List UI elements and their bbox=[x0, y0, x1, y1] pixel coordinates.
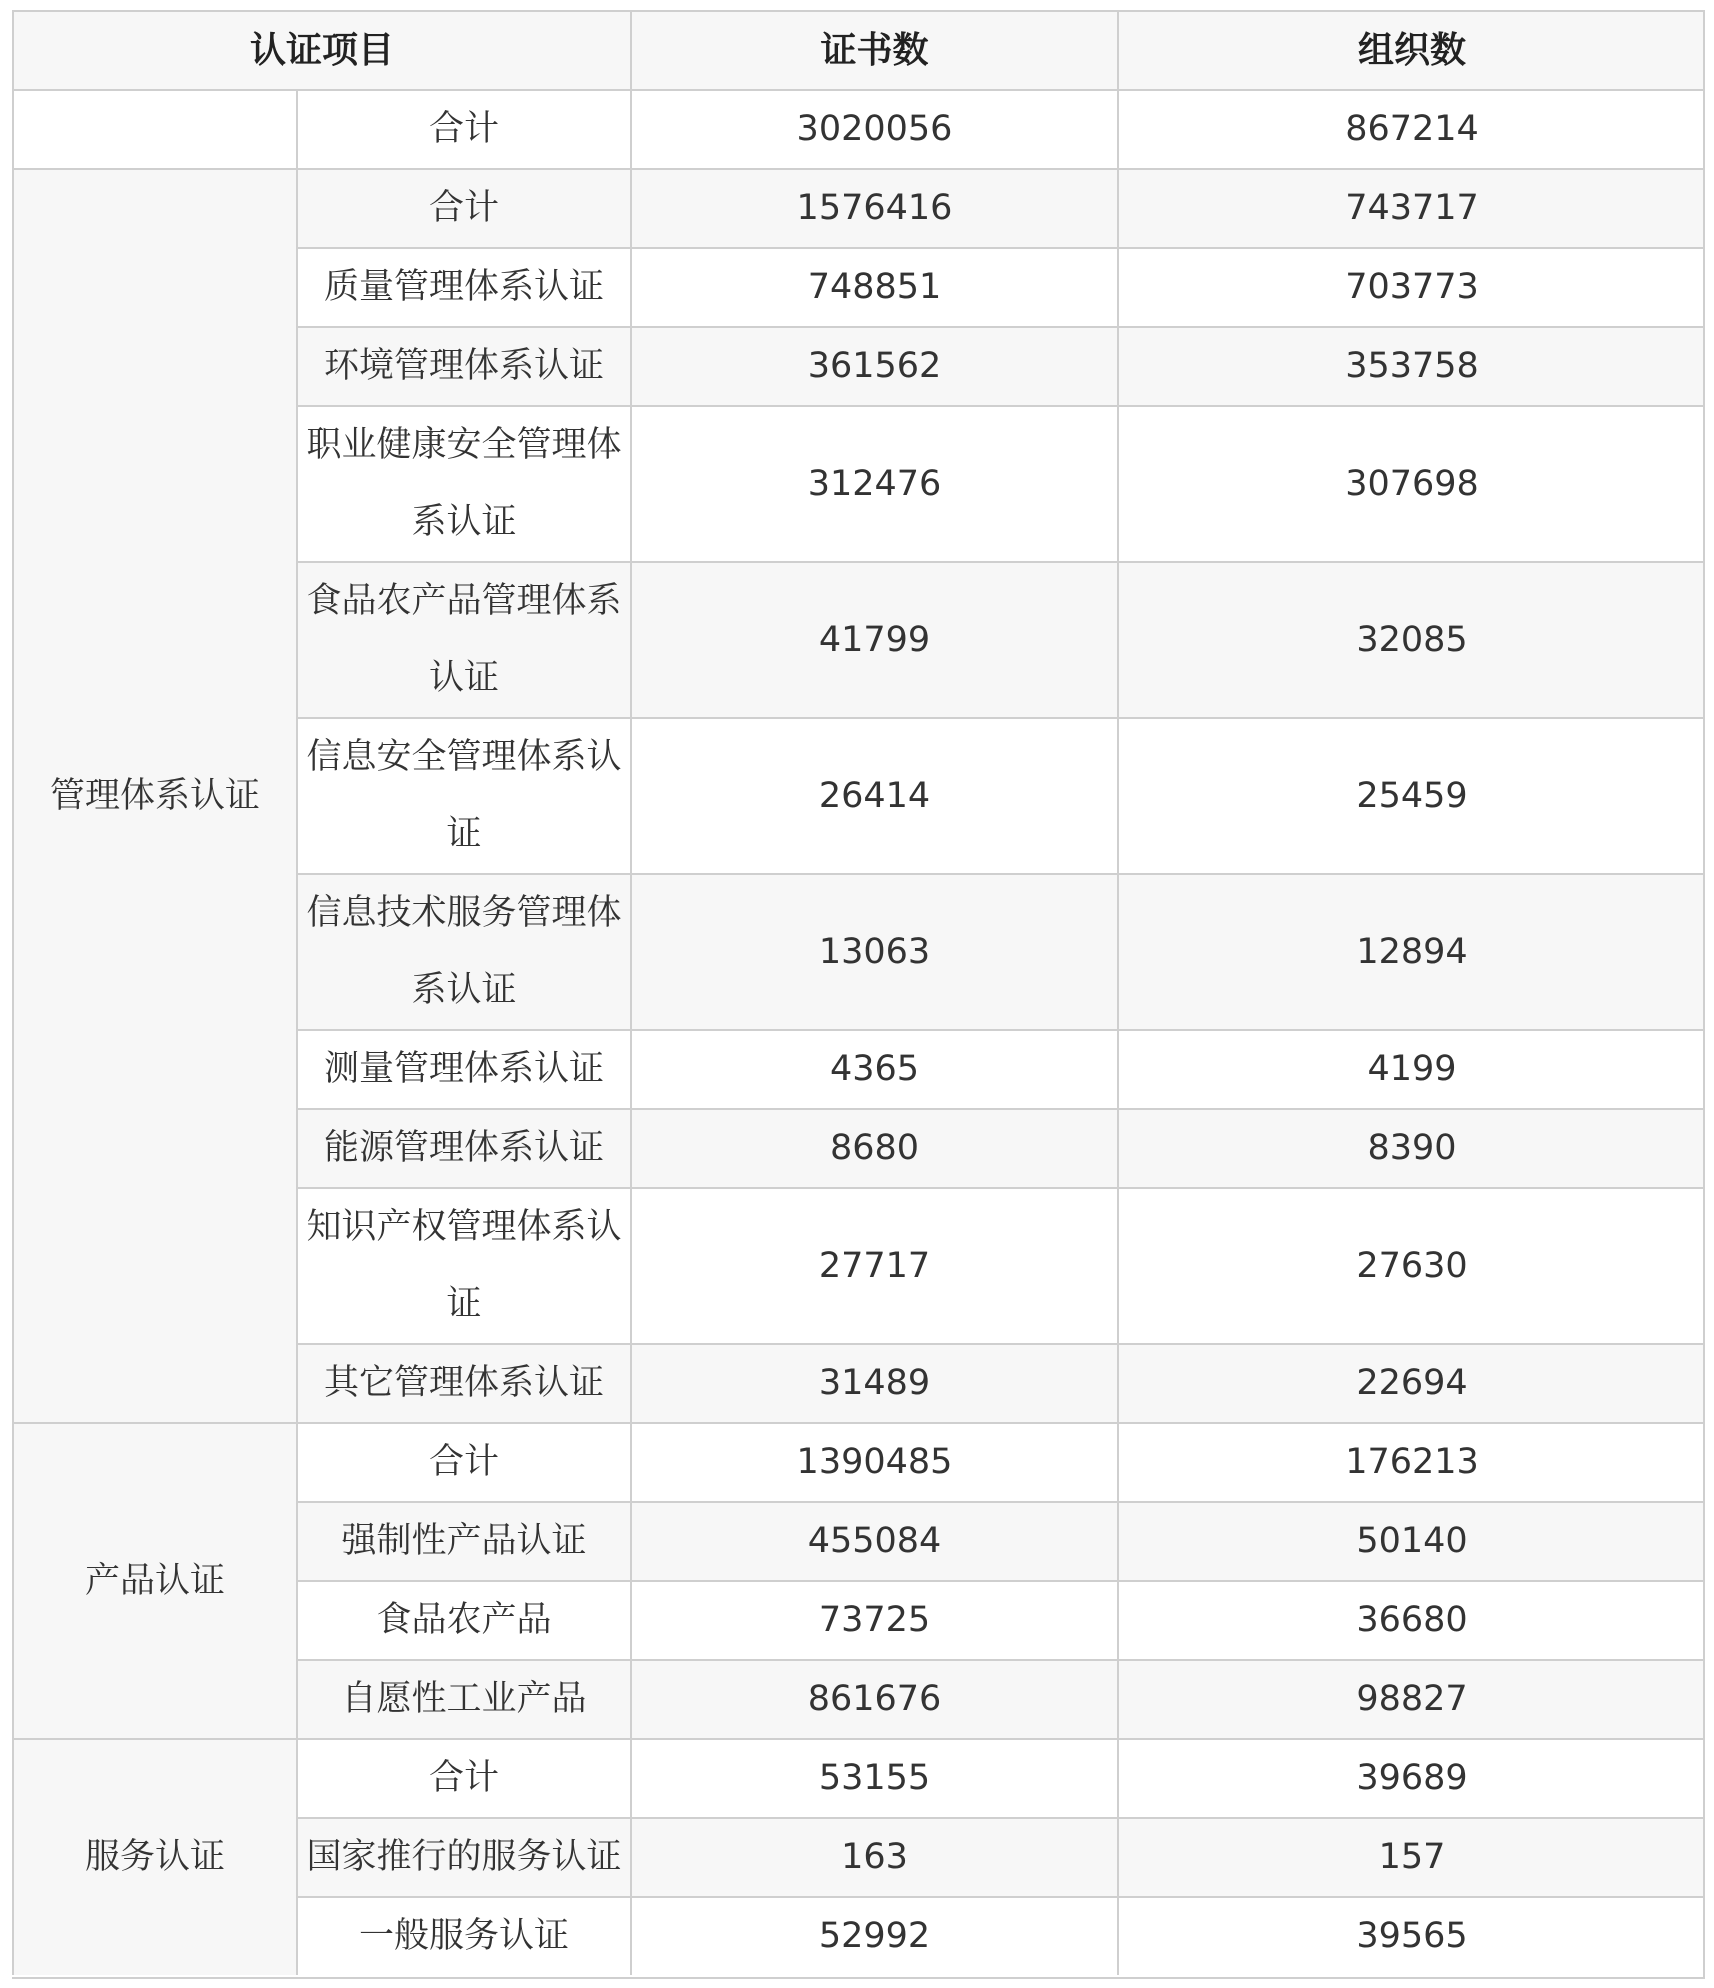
header-certs: 证书数 bbox=[630, 10, 1117, 89]
row-label: 信息技术服务管理体系认证 bbox=[296, 873, 630, 1029]
row-label: 其它管理体系认证 bbox=[296, 1343, 630, 1422]
group-name: 产品认证 bbox=[12, 1422, 296, 1738]
cell-orgs: 98827 bbox=[1117, 1659, 1705, 1738]
cell-orgs: 50140 bbox=[1117, 1501, 1705, 1580]
row-label: 职业健康安全管理体系认证 bbox=[296, 405, 630, 561]
cell-orgs: 36680 bbox=[1117, 1580, 1705, 1659]
cell-certs: 4365 bbox=[630, 1029, 1117, 1108]
cell-certs: 31489 bbox=[630, 1343, 1117, 1422]
row-label: 一般服务认证 bbox=[296, 1896, 630, 1975]
row-label: 测量管理体系认证 bbox=[296, 1029, 630, 1108]
cell-orgs: 8390 bbox=[1117, 1108, 1705, 1187]
cell-orgs: 867214 bbox=[1117, 89, 1705, 168]
header-item: 认证项目 bbox=[12, 10, 630, 89]
row-label: 食品农产品 bbox=[296, 1580, 630, 1659]
row-label: 质量管理体系认证 bbox=[296, 247, 630, 326]
cell-orgs: 743717 bbox=[1117, 168, 1705, 247]
row-label: 合计 bbox=[296, 1422, 630, 1501]
cell-orgs: 4199 bbox=[1117, 1029, 1705, 1108]
cell-orgs: 39565 bbox=[1117, 1896, 1705, 1975]
group-name: 管理体系认证 bbox=[12, 168, 296, 1422]
row-label: 信息安全管理体系认证 bbox=[296, 717, 630, 873]
cell-certs: 8680 bbox=[630, 1108, 1117, 1187]
cell-orgs: 12894 bbox=[1117, 873, 1705, 1029]
cell-certs: 73725 bbox=[630, 1580, 1117, 1659]
cell-certs: 27717 bbox=[630, 1187, 1117, 1343]
cell-certs: 13063 bbox=[630, 873, 1117, 1029]
row-label: 合计 bbox=[296, 168, 630, 247]
row-label: 自愿性工业产品 bbox=[296, 1659, 630, 1738]
row-label: 食品农产品管理体系认证 bbox=[296, 561, 630, 717]
cell-certs: 1390485 bbox=[630, 1422, 1117, 1501]
table-border-right bbox=[1703, 10, 1705, 1979]
cell-orgs: 27630 bbox=[1117, 1187, 1705, 1343]
cell-orgs: 157 bbox=[1117, 1817, 1705, 1896]
cell-orgs: 22694 bbox=[1117, 1343, 1705, 1422]
cell-orgs: 32085 bbox=[1117, 561, 1705, 717]
cell-orgs: 703773 bbox=[1117, 247, 1705, 326]
cell-orgs: 25459 bbox=[1117, 717, 1705, 873]
cell-orgs: 307698 bbox=[1117, 405, 1705, 561]
row-label: 强制性产品认证 bbox=[296, 1501, 630, 1580]
row-label: 知识产权管理体系认证 bbox=[296, 1187, 630, 1343]
cell-certs: 312476 bbox=[630, 405, 1117, 561]
row-label: 环境管理体系认证 bbox=[296, 326, 630, 405]
table-border-bottom bbox=[12, 1977, 1705, 1979]
row-label: 国家推行的服务认证 bbox=[296, 1817, 630, 1896]
cell-orgs: 353758 bbox=[1117, 326, 1705, 405]
cell-certs: 361562 bbox=[630, 326, 1117, 405]
cell-certs: 455084 bbox=[630, 1501, 1117, 1580]
header-orgs: 组织数 bbox=[1117, 10, 1705, 89]
cell-certs: 748851 bbox=[630, 247, 1117, 326]
group-name: 服务认证 bbox=[12, 1738, 296, 1975]
cell-orgs: 176213 bbox=[1117, 1422, 1705, 1501]
cell-certs: 53155 bbox=[630, 1738, 1117, 1817]
cell-certs: 26414 bbox=[630, 717, 1117, 873]
cell-orgs: 39689 bbox=[1117, 1738, 1705, 1817]
cell-certs: 41799 bbox=[630, 561, 1117, 717]
cell-certs: 3020056 bbox=[630, 89, 1117, 168]
group-cell-empty bbox=[12, 89, 296, 168]
cell-certs: 861676 bbox=[630, 1659, 1117, 1738]
cell-certs: 52992 bbox=[630, 1896, 1117, 1975]
cell-certs: 1576416 bbox=[630, 168, 1117, 247]
row-label: 能源管理体系认证 bbox=[296, 1108, 630, 1187]
row-label: 合计 bbox=[296, 1738, 630, 1817]
row-label: 合计 bbox=[296, 89, 630, 168]
cell-certs: 163 bbox=[630, 1817, 1117, 1896]
